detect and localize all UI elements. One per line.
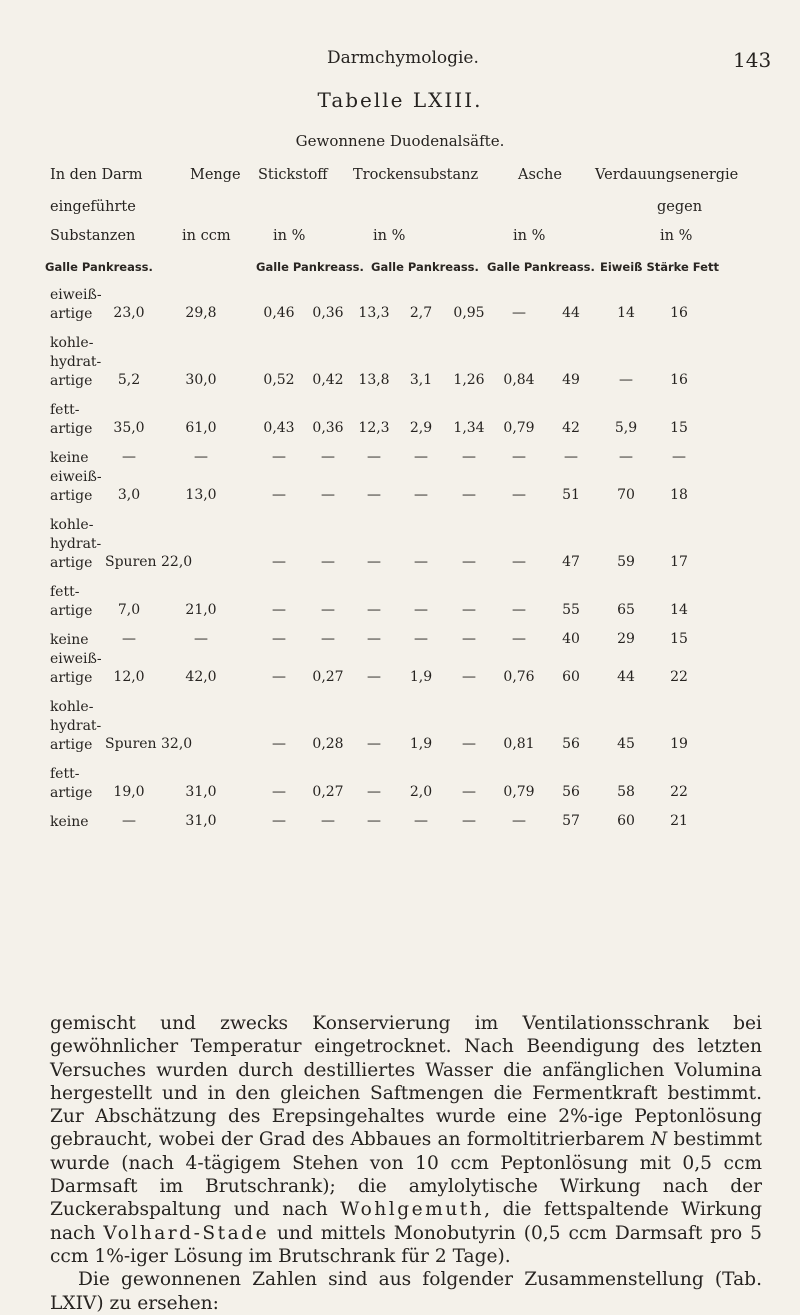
table-cell: 42 — [562, 420, 580, 436]
table-cell: 0,43 — [263, 420, 295, 436]
header-menge-unit: in ccm — [182, 228, 231, 244]
table-cell: — — [321, 602, 335, 618]
row-label-line: keine — [50, 814, 89, 830]
table-cell: 0,79 — [503, 420, 535, 436]
table-cell: — — [321, 631, 335, 647]
table-cell: 31,0 — [185, 813, 217, 829]
table-cell: — — [272, 669, 286, 685]
row-label — [50, 813, 89, 832]
table-cell: 13,0 — [185, 487, 217, 503]
table-cell: 47 — [562, 554, 580, 570]
header-substances-line3: Substanzen — [50, 228, 136, 244]
row-label — [50, 698, 101, 755]
paragraph-1-part-b: bestimmt wurde (nach 4-tägigem Stehen von 10 ccm Peptonlösung mit 0,5 ccm Darmsaft im Brutschrank); die amylolytische Wirkung nach der Zuckerabspaltung und nach — [50, 1129, 762, 1221]
table-cell: 15 — [670, 631, 688, 647]
row-label-line: artige — [50, 306, 93, 322]
table-cell: 3,1 — [409, 372, 433, 388]
table-cell: — — [512, 631, 526, 647]
table-cell: 29,8 — [185, 305, 217, 321]
row-label — [50, 631, 89, 650]
table-cell: 40 — [562, 631, 580, 647]
row-label — [50, 468, 102, 506]
body-text — [50, 1012, 762, 1315]
table-cell: 0,36 — [312, 305, 344, 321]
table-cell: — — [367, 736, 381, 752]
cell-spuren: Spuren 22,0 — [105, 554, 193, 570]
table-cell: — — [512, 554, 526, 570]
table-cell: 21,0 — [185, 602, 217, 618]
table-cell: — — [512, 602, 526, 618]
table-cell: 1,9 — [409, 669, 433, 685]
table-cell: 22 — [670, 669, 688, 685]
table-cell: — — [462, 784, 476, 800]
subheader-stickstoff: Galle Pankreass. — [256, 260, 364, 274]
table-cell: 61,0 — [185, 420, 217, 436]
table-cell: 42,0 — [185, 669, 217, 685]
table-cell: — — [321, 813, 335, 829]
row-label-line: hydrat- — [50, 354, 102, 370]
table-cell: — — [414, 554, 428, 570]
row-label — [50, 334, 101, 391]
table-cell: — — [512, 487, 526, 503]
row-label-line: hydrat- — [50, 718, 102, 734]
row-label-line: artige — [50, 555, 93, 571]
table-cell: 55 — [562, 602, 580, 618]
table-cell: — — [194, 631, 208, 647]
table-cell: 0,52 — [263, 372, 295, 388]
row-label — [50, 516, 101, 573]
table-title: Tabelle LXIII. — [317, 88, 483, 112]
table-cell: 31,0 — [185, 784, 217, 800]
table-cell: 70 — [617, 487, 635, 503]
paragraph-2: Die gewonnenen Zahlen sind aus folgender Zusammenstellung (Tab. LXIV) zu ersehen: — [50, 1269, 762, 1314]
table-cell: 19,0 — [113, 784, 145, 800]
header-verdauungsenergie: Verdauungsenergie — [595, 167, 739, 183]
table-cell: 57 — [562, 813, 580, 829]
table-cell: — — [672, 449, 686, 465]
row-label — [50, 650, 102, 688]
table-cell: — — [512, 813, 526, 829]
table-cell: 16 — [670, 305, 688, 321]
row-label — [50, 449, 89, 468]
table-cell: 14 — [617, 305, 635, 321]
symbol-n: N — [650, 1129, 668, 1151]
header-stickstoff: Stickstoff — [258, 167, 328, 183]
header-stickstoff-unit: in % — [273, 228, 306, 244]
table-cell: — — [564, 449, 578, 465]
table-cell: 65 — [617, 602, 635, 618]
table-cell: — — [321, 487, 335, 503]
table-cell: 0,28 — [312, 736, 344, 752]
header-verdauungsenergie-gegen: gegen — [657, 199, 703, 215]
table-cell: — — [272, 631, 286, 647]
table-cell: 30,0 — [185, 372, 217, 388]
table-cell: 13,8 — [358, 372, 390, 388]
table-cell: 12,0 — [113, 669, 145, 685]
row-label-line: kohle- — [50, 335, 94, 351]
header-substances-line1: In den Darm — [50, 167, 143, 183]
table-cell: — — [367, 631, 381, 647]
table-cell: 7,0 — [117, 602, 141, 618]
row-label-line: artige — [50, 670, 93, 686]
running-head-title: Darmchymologie. — [327, 48, 479, 68]
row-label-line: artige — [50, 488, 93, 504]
table-cell: — — [194, 449, 208, 465]
row-label — [50, 286, 102, 324]
header-menge: Menge — [190, 167, 241, 183]
table-cell: 45 — [617, 736, 635, 752]
table-cell: — — [462, 813, 476, 829]
table-cell: 2,0 — [409, 784, 433, 800]
table-cell: 5,9 — [614, 420, 638, 436]
table-cell: 29 — [617, 631, 635, 647]
table-cell: 56 — [562, 736, 580, 752]
table-cell: — — [512, 305, 526, 321]
table-cell: — — [619, 372, 633, 388]
table-cell: 59 — [617, 554, 635, 570]
table-cell: — — [367, 602, 381, 618]
row-label-line: kohle- — [50, 699, 94, 715]
table-cell: 49 — [562, 372, 580, 388]
table-cell: 35,0 — [113, 420, 145, 436]
table-cell: 16 — [670, 372, 688, 388]
table-cell: 0,76 — [503, 669, 535, 685]
author-name-wohlgemuth: Wohlgemuth — [340, 1199, 485, 1221]
row-label-line: hydrat- — [50, 536, 102, 552]
table-cell: 0,81 — [503, 736, 535, 752]
row-label-line: fett- — [50, 402, 80, 418]
table-cell: — — [367, 669, 381, 685]
table-cell: — — [122, 449, 136, 465]
table-cell: — — [462, 631, 476, 647]
table-cell: 0,27 — [312, 784, 344, 800]
running-header — [0, 48, 800, 74]
table-cell: 5,2 — [117, 372, 141, 388]
table-cell: — — [462, 449, 476, 465]
subheader-trockensubstanz: Galle Pankreass. — [371, 260, 479, 274]
table-cell: 12,3 — [358, 420, 390, 436]
table-cell: 17 — [670, 554, 688, 570]
table-cell: 0,46 — [263, 305, 295, 321]
table-cell: — — [619, 449, 633, 465]
table-cell: — — [272, 487, 286, 503]
table-cell: 19 — [670, 736, 688, 752]
table-cell: 2,7 — [409, 305, 433, 321]
table-cell: — — [367, 487, 381, 503]
header-asche-unit: in % — [513, 228, 546, 244]
table-cell: 23,0 — [113, 305, 145, 321]
table-cell: — — [414, 449, 428, 465]
row-label-line: keine — [50, 632, 89, 648]
table-cell: 21 — [670, 813, 688, 829]
row-label-line: eiweiß- — [50, 287, 102, 303]
table-cell: 1,34 — [453, 420, 485, 436]
table-cell: 0,42 — [312, 372, 344, 388]
table-cell: 60 — [617, 813, 635, 829]
table-cell: — — [272, 449, 286, 465]
header-asche: Asche — [518, 167, 562, 183]
table-cell: 60 — [562, 669, 580, 685]
table-cell: 0,27 — [312, 669, 344, 685]
table-cell: — — [367, 813, 381, 829]
table-cell: 22 — [670, 784, 688, 800]
table-cell: — — [367, 449, 381, 465]
row-label-line: eiweiß- — [50, 469, 102, 485]
row-label-line: artige — [50, 737, 93, 753]
paragraph-1-part-c: , die fettspaltende Wirkung nach — [50, 1199, 762, 1244]
table-cell: — — [272, 813, 286, 829]
subheader-energie: Eiweiß Stärke Fett — [600, 260, 719, 274]
header-verdauungsenergie-unit: in % — [660, 228, 693, 244]
row-label — [50, 583, 92, 621]
table-cell: — — [462, 487, 476, 503]
header-trockensubstanz-unit: in % — [373, 228, 406, 244]
table-cell: — — [462, 669, 476, 685]
table-cell: — — [272, 602, 286, 618]
table-cell: — — [367, 784, 381, 800]
table-cell: 3,0 — [117, 487, 141, 503]
row-label-line: fett- — [50, 584, 80, 600]
table-cell: — — [462, 554, 476, 570]
table-cell: 56 — [562, 784, 580, 800]
table-cell: 44 — [562, 305, 580, 321]
row-label — [50, 401, 92, 439]
row-label-line: artige — [50, 785, 93, 801]
table-subtitle: Gewonnene Duodenalsäfte. — [295, 132, 505, 150]
table-cell: 1,26 — [453, 372, 485, 388]
paragraph-1-part-d: und mittels Monobutyrin (0,5 ccm Darmsaft pro 5 ccm 1%-iger Lösung im Brutschrank für 2 Tage). — [50, 1222, 762, 1267]
table-cell: 0,95 — [453, 305, 485, 321]
row-label-line: artige — [50, 373, 93, 389]
subheader-asche: Galle Pankreass. — [487, 260, 595, 274]
table-cell: 0,36 — [312, 420, 344, 436]
cell-spuren: Spuren 32,0 — [105, 736, 193, 752]
table-cell: 0,79 — [503, 784, 535, 800]
table-cell: — — [321, 449, 335, 465]
table-cell: — — [414, 631, 428, 647]
row-label-line: artige — [50, 421, 93, 437]
table-cell: 15 — [670, 420, 688, 436]
row-label-line: fett- — [50, 766, 80, 782]
table-cell: — — [367, 554, 381, 570]
row-label-line: keine — [50, 450, 89, 466]
table-cell: 58 — [617, 784, 635, 800]
author-name-volhard-stade: Volhard-Stade — [103, 1222, 270, 1244]
header-trockensubstanz: Trockensubstanz — [353, 167, 479, 183]
table-cell: 0,84 — [503, 372, 535, 388]
table-cell: — — [272, 736, 286, 752]
header-substances-line2: eingeführte — [50, 199, 136, 215]
table-cell: — — [321, 554, 335, 570]
table-cell: — — [122, 631, 136, 647]
row-label-line: artige — [50, 603, 93, 619]
table-cell: — — [414, 487, 428, 503]
table-cell: — — [272, 784, 286, 800]
paragraph-1 — [50, 1012, 762, 1268]
table-cell: 18 — [670, 487, 688, 503]
row-label-line: kohle- — [50, 517, 94, 533]
table-cell: 13,3 — [358, 305, 390, 321]
table-cell: — — [414, 813, 428, 829]
table-cell: 2,9 — [409, 420, 433, 436]
row-label-line: eiweiß- — [50, 651, 102, 667]
page-number: 143 — [733, 48, 772, 72]
subheader-menge: Galle Pankreass. — [45, 260, 153, 274]
table-cell: — — [414, 602, 428, 618]
row-label — [50, 765, 92, 803]
table-cell: — — [122, 813, 136, 829]
table-cell: — — [462, 736, 476, 752]
table-cell: — — [512, 449, 526, 465]
paragraph-1-part-a: gemischt und zwecks Konservierung im Ventilationsschrank bei gewöhnlicher Temperatur eingetrocknet. Nach Beendigung des letzten Versuches wurden durch destilliertes Wasser die anfänglichen Volumina hergestellt und in den gleichen Saftmengen die Fermentkraft bestimmt. Zur Abschätzung des Erepsingehaltes wurde eine 2%-ige Peptonlösung gebraucht, wobei der Grad des Abbaues an formoltitrierbarem — [50, 1013, 762, 1151]
table-cell: 44 — [617, 669, 635, 685]
table-cell: — — [462, 602, 476, 618]
table-cell: — — [272, 554, 286, 570]
table-cell: 51 — [562, 487, 580, 503]
table-cell: 1,9 — [409, 736, 433, 752]
table-cell: 14 — [670, 602, 688, 618]
